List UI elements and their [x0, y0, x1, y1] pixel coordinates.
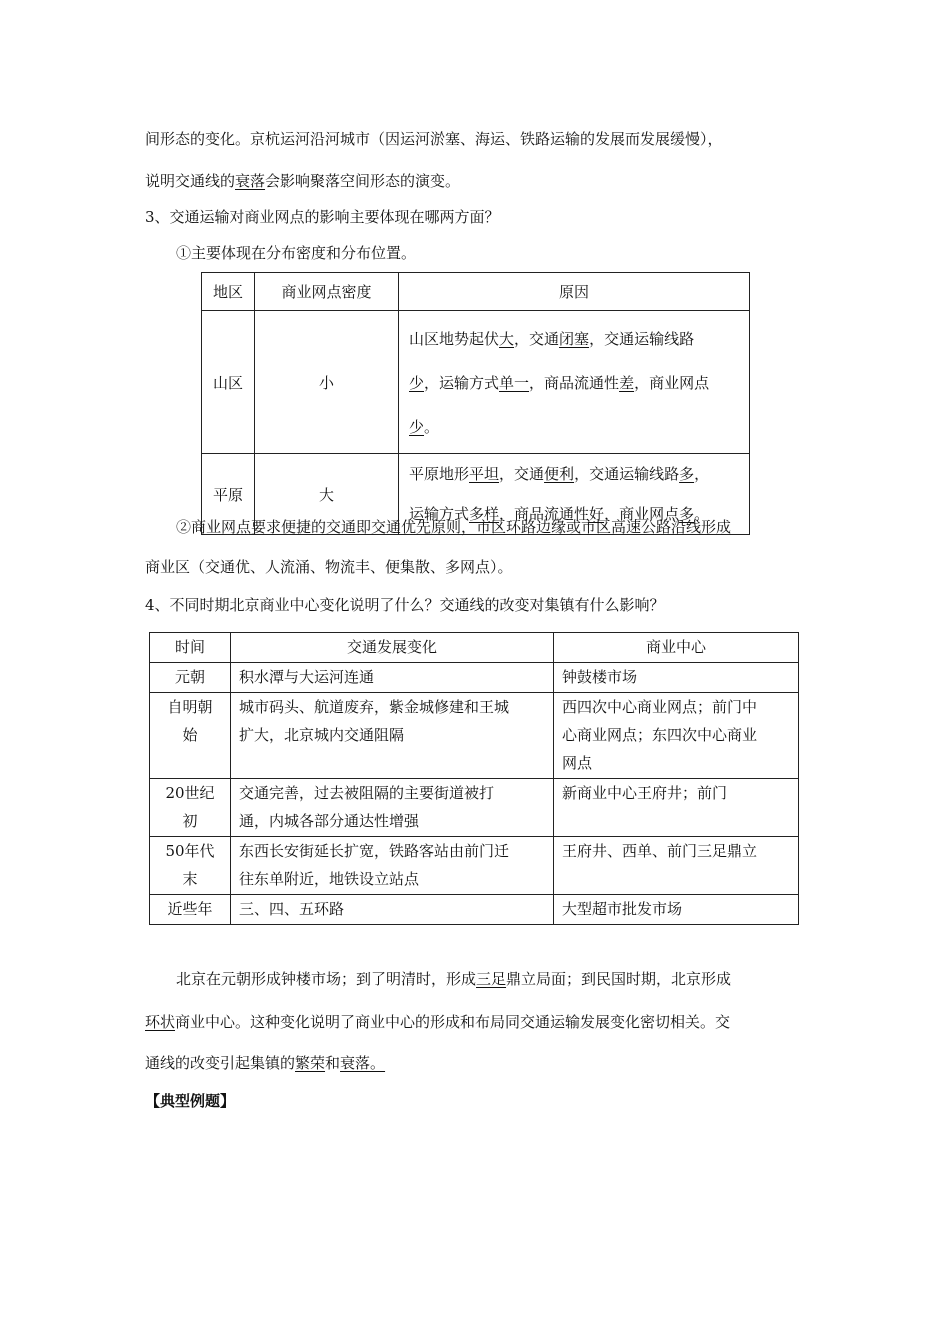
time-cell: 近些年	[150, 895, 231, 925]
center-cell: 新商业中心王府井；前门	[554, 779, 799, 837]
header-cell: 时间	[150, 633, 231, 663]
time-cell: 自明朝 始	[150, 693, 231, 779]
header-cell: 地区	[202, 273, 255, 311]
change-cell: 城市码头、航道废弃，紫金城修建和王城 扩大，北京城内交通阻隔	[231, 693, 554, 779]
density-table	[201, 272, 750, 535]
header-cell: 交通发展变化	[231, 633, 554, 663]
density-cell: 大	[255, 454, 399, 535]
time-cell: 元朝	[150, 663, 231, 693]
header-cell: 原因	[399, 273, 750, 311]
header-cell: 商业中心	[554, 633, 799, 663]
change-cell: 三、四、五环路	[231, 895, 554, 925]
question-3-point-2: ②商业网点要求便捷的交通即交通优先原则，市区环路边缘或市区高速公路沿线形成	[176, 518, 732, 536]
center-cell: 大型超市批发市场	[554, 895, 799, 925]
time-cell: 20世纪 初	[150, 779, 231, 837]
time-cell: 50年代 末	[150, 837, 231, 895]
region-cell: 平原	[202, 454, 255, 535]
density-cell: 小	[255, 311, 399, 454]
beijing-commerce-table	[149, 632, 799, 925]
reason-cell: 平原地形平坦，交通便利，交通运输线路多， 运输方式多样，商品流通性好，商业网点多。	[399, 454, 750, 535]
section-heading: 【典型例题】	[145, 1092, 236, 1110]
paragraph-line	[145, 128, 723, 149]
region-cell: 山区	[202, 311, 255, 454]
text: 间形态的变化。京杭运河沿河城市（因运河淤塞、海运、铁路运输的发展而发展缓慢），	[145, 130, 723, 148]
question-3-title: 3、交通运输对商业网点的影响主要体现在哪两方面？	[145, 208, 500, 226]
table-header-row	[150, 633, 799, 663]
table-row	[150, 779, 799, 837]
center-cell: 西四次中心商业网点；前门中 心商业网点；东四次中心商业 网点	[554, 693, 799, 779]
table-header-row	[202, 273, 750, 311]
text: 会影响聚落空间形态的演变。	[265, 172, 461, 190]
text: 说明交通线的	[145, 172, 236, 190]
question-3-point-2-cont: 商业区（交通优、人流涌、物流丰、便集散、多网点）。	[145, 558, 513, 576]
change-cell: 积水潭与大运河连通	[231, 663, 554, 693]
table-row	[150, 663, 799, 693]
question-4-title: 4、不同时期北京商业中心变化说明了什么？交通线的改变对集镇有什么影响？	[145, 596, 665, 614]
table-row	[150, 895, 799, 925]
change-cell: 东西长安街延长扩宽，铁路客站由前门迁 往东单附近，地铁设立站点	[231, 837, 554, 895]
reason-cell: 山区地势起伏大，交通闭塞，交通运输线路 少，运输方式单一，商品流通性差，商业网点 少。	[399, 311, 750, 454]
table-row	[202, 311, 750, 454]
center-cell: 王府井、西单、前门三足鼎立	[554, 837, 799, 895]
summary-line: 环状商业中心。这种变化说明了商业中心的形成和布局同交通运输发展变化密切相关。交	[145, 1013, 731, 1031]
center-cell: 钟鼓楼市场	[554, 663, 799, 693]
question-3-point-1: ①主要体现在分布密度和分布位置。	[176, 244, 417, 262]
header-cell: 商业网点密度	[255, 273, 399, 311]
paragraph-line	[145, 170, 460, 191]
change-cell: 交通完善，过去被阻隔的主要街道被打 通，内城各部分通达性增强	[231, 779, 554, 837]
summary-line: 通线的改变引起集镇的繁荣和衰落。	[145, 1054, 386, 1072]
underlined-text: 衰落	[235, 172, 266, 190]
table-row	[150, 693, 799, 779]
summary-line: 北京在元朝形成钟楼市场；到了明清时，形成三足鼎立局面；到民国时期，北京形成	[176, 970, 732, 988]
table-row	[150, 837, 799, 895]
